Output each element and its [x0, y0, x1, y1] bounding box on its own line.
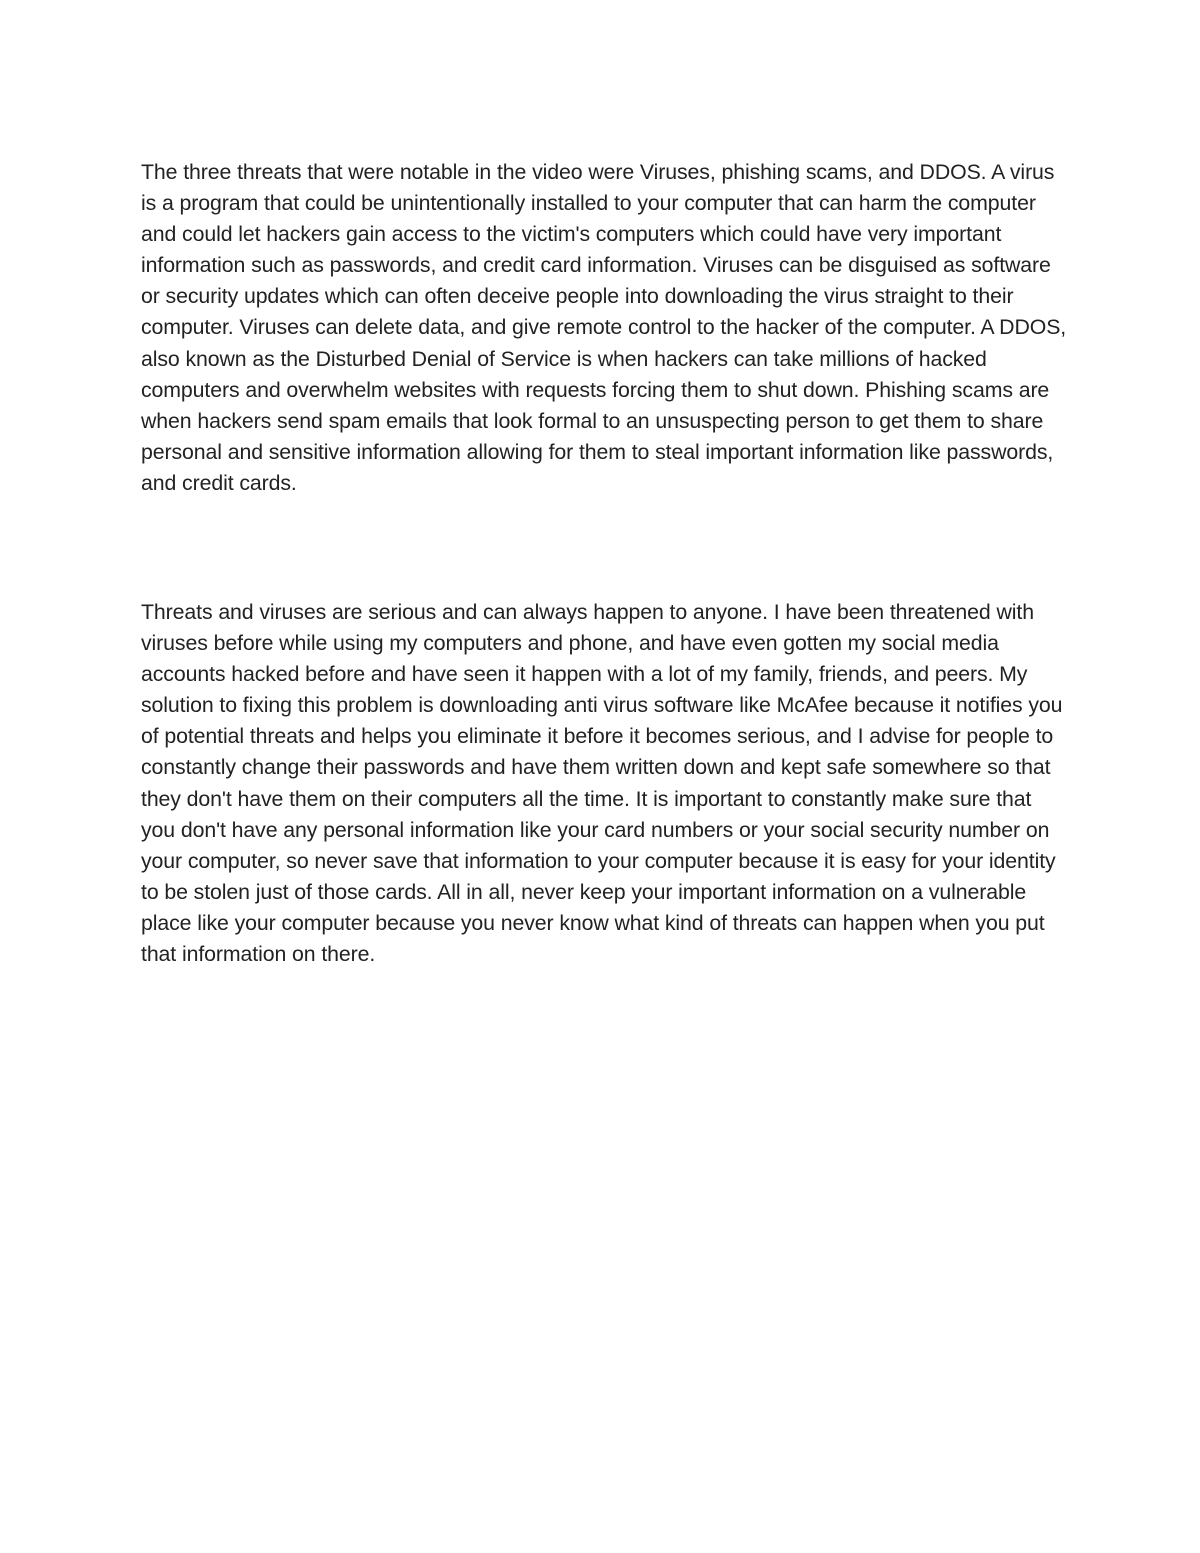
paragraph-threats-overview: The three threats that were notable in the video were Viruses, phishing scams, and DDOS. A virus is a program that could be unintentionally installed to your computer that can harm the computer and could let hackers gain access to the victim's computers which could have very important information such as passwords, and credit card information. Viruses can be disguised as software or security updates which can often deceive people into downloading the virus straight to their computer. Viruses can delete data, and give remote control to the hacker of the computer. A DDOS, also known as the Disturbed Denial of Service is when hackers can take millions of hacked computers and overwhelm websites with requests forcing them to shut down. Phishing scams are when hackers send spam emails that look formal to an unsuspecting person to get them to share personal and sensitive information allowing for them to steal important information like passwords, and credit cards. — [141, 160, 1067, 495]
paragraph-solutions: Threats and viruses are serious and can always happen to anyone. I have been threatened with viruses before while using my computers and phone, and have even gotten my social media accounts hacked before and have seen it happen with a lot of my family, friends, and peers. My solution to fixing this problem is downloading anti virus software like McAfee because it notifies you of potential threats and helps you eliminate it before it becomes serious, and I advise for people to constantly change their passwords and have them written down and kept safe somewhere so that they don't have them on their computers all the time. It is important to constantly make sure that you don't have any personal information like your card numbers or your social security number on your computer, so never save that information to your computer because it is easy for your identity to be stolen just of those cards. All in all, never keep your important information on a vulnerable place like your computer because you never know what kind of threats can happen when you put that information on there. — [141, 600, 1063, 967]
